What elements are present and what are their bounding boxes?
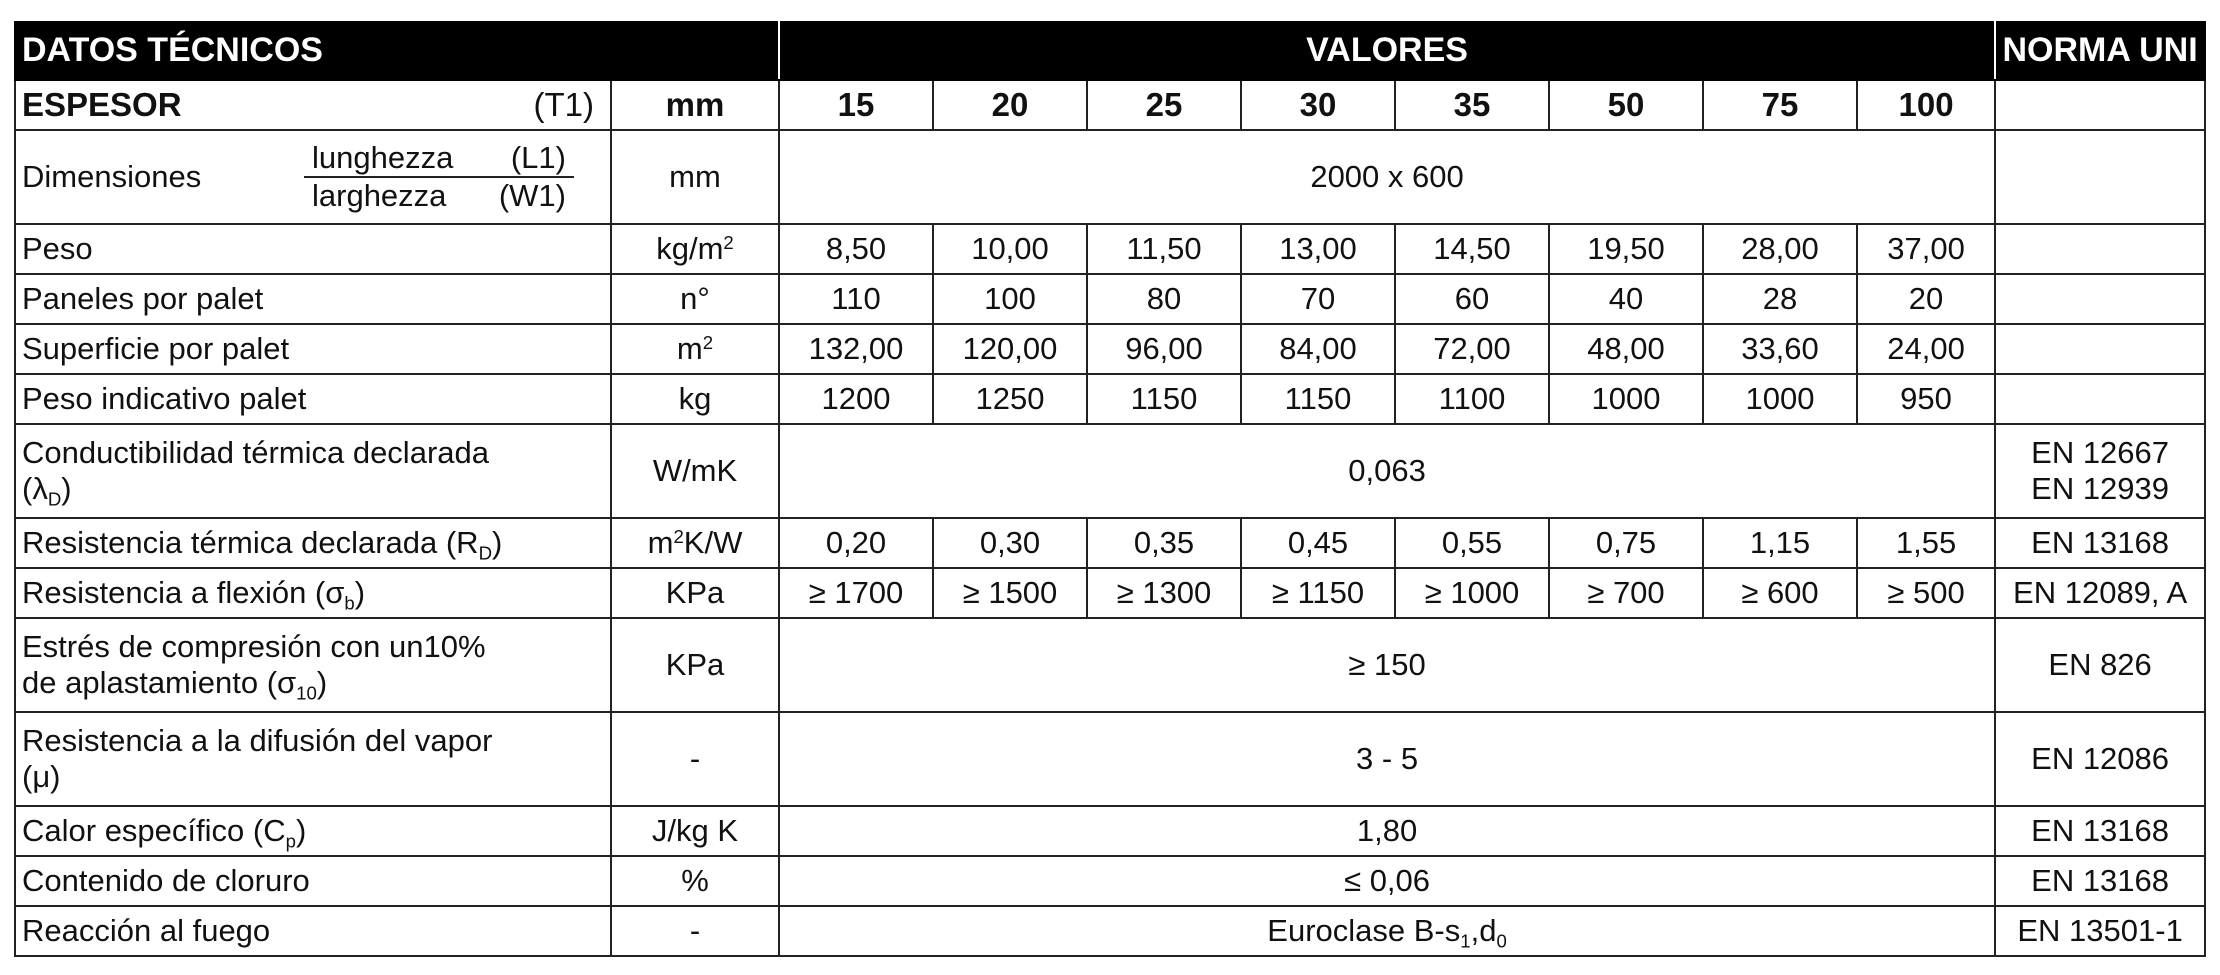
conductibilidad-row	[15, 424, 2205, 518]
calor-label: Calor específico (C	[22, 813, 286, 849]
peso-value: 19,50	[1549, 224, 1703, 274]
fuego-unit: -	[611, 906, 779, 956]
peso-value: 37,00	[1857, 224, 1995, 274]
resistencia-termica-value: 0,45	[1241, 518, 1395, 568]
flexion-value: ≥ 1300	[1087, 568, 1241, 618]
flexion-close: )	[354, 575, 366, 611]
cloruro-value: ≤ 0,06	[779, 856, 1995, 906]
superficie-value: 84,00	[1241, 324, 1395, 374]
flexion-label: Resistencia a flexión (σ	[22, 575, 345, 611]
resistencia-termica-value: 0,20	[779, 518, 933, 568]
espesor-value: 20	[933, 80, 1087, 130]
flexion-sub: b	[344, 592, 355, 614]
espesor-code: (T1)	[533, 86, 594, 124]
espesor-row	[15, 80, 2205, 130]
conductibilidad-norma-cell	[1995, 424, 2205, 518]
length-code: (L1)	[510, 140, 566, 176]
vapor-value: 3 - 5	[779, 712, 1995, 806]
flexion-row	[15, 568, 2205, 618]
conductibilidad-value: 0,063	[779, 424, 1995, 518]
paneles-value: 100	[933, 274, 1087, 324]
compresion-row	[15, 618, 2205, 712]
superficie-value: 48,00	[1549, 324, 1703, 374]
resistencia-termica-value: 1,15	[1703, 518, 1857, 568]
header-norma: NORMA UNI	[1995, 22, 2205, 80]
paneles-label: Paneles por palet	[15, 274, 611, 324]
conductibilidad-sub: D	[47, 488, 62, 510]
compresion-unit: KPa	[611, 618, 779, 712]
paneles-value: 20	[1857, 274, 1995, 324]
peso-value: 14,50	[1395, 224, 1549, 274]
flexion-value: ≥ 500	[1857, 568, 1995, 618]
flexion-unit: KPa	[611, 568, 779, 618]
dimensiones-row	[15, 130, 2205, 224]
paneles-row	[15, 274, 2205, 324]
flexion-norma: EN 12089, A	[1995, 568, 2205, 618]
flexion-value: ≥ 700	[1549, 568, 1703, 618]
resistencia-termica-value: 0,75	[1549, 518, 1703, 568]
dimensiones-label-cell	[15, 130, 611, 224]
compresion-close: )	[316, 665, 328, 700]
conductibilidad-label-line2	[22, 471, 604, 510]
peso-value: 8,50	[779, 224, 933, 274]
width-label: larghezza	[312, 178, 447, 213]
superficie-unit-cell	[611, 324, 779, 374]
peso-norma	[1995, 224, 2205, 274]
peso-value: 10,00	[933, 224, 1087, 274]
peso-unit-cell	[611, 224, 779, 274]
espesor-norma	[1995, 80, 2205, 130]
superficie-value: 72,00	[1395, 324, 1549, 374]
compresion-label-line2	[22, 665, 604, 704]
espesor-value: 30	[1241, 80, 1395, 130]
superficie-row	[15, 324, 2205, 374]
superficie-value: 132,00	[779, 324, 933, 374]
dimensiones-norma	[1995, 130, 2205, 224]
vapor-norma: EN 12086	[1995, 712, 2205, 806]
compresion-label-cell	[15, 618, 611, 712]
paneles-value: 70	[1241, 274, 1395, 324]
superficie-unit: m	[676, 331, 703, 367]
flexion-value: ≥ 1700	[779, 568, 933, 618]
peso-value: 28,00	[1703, 224, 1857, 274]
superficie-value: 33,60	[1703, 324, 1857, 374]
peso-value: 11,50	[1087, 224, 1241, 274]
espesor-value: 50	[1549, 80, 1703, 130]
dimensiones-label: Dimensiones	[22, 159, 202, 195]
compresion-value: ≥ 150	[779, 618, 1995, 712]
header-valores: VALORES	[779, 22, 1995, 80]
peso-palet-row	[15, 374, 2205, 424]
espesor-value: 75	[1703, 80, 1857, 130]
conductibilidad-label-cell	[15, 424, 611, 518]
conductibilidad-symbol: (λ	[22, 471, 48, 506]
peso-palet-value: 1150	[1087, 374, 1241, 424]
conductibilidad-unit: W/mK	[611, 424, 779, 518]
peso-palet-norma	[1995, 374, 2205, 424]
paneles-unit: n°	[611, 274, 779, 324]
compresion-norma: EN 826	[1995, 618, 2205, 712]
superficie-unit-sup: 2	[702, 331, 714, 353]
espesor-value: 25	[1087, 80, 1241, 130]
dimensiones-unit: mm	[611, 130, 779, 224]
paneles-value: 28	[1703, 274, 1857, 324]
flexion-value: ≥ 600	[1703, 568, 1857, 618]
superficie-label: Superficie por palet	[15, 324, 611, 374]
paneles-value: 110	[779, 274, 933, 324]
vapor-row	[15, 712, 2205, 806]
fuego-label: Reacción al fuego	[15, 906, 611, 956]
rt-unit-sup: 2	[673, 525, 684, 547]
conductibilidad-norma-2: EN 12939	[2031, 471, 2170, 506]
peso-palet-unit: kg	[611, 374, 779, 424]
resistencia-termica-value: 0,35	[1087, 518, 1241, 568]
peso-palet-value: 1000	[1549, 374, 1703, 424]
resistencia-termica-unit-cell	[611, 518, 779, 568]
espesor-value: 100	[1857, 80, 1995, 130]
superficie-value: 120,00	[933, 324, 1087, 374]
cloruro-label: Contenido de cloruro	[15, 856, 611, 906]
peso-row	[15, 224, 2205, 274]
calor-norma: EN 13168	[1995, 806, 2205, 856]
peso-unit: kg/m	[656, 231, 724, 267]
peso-palet-label: Peso indicativo palet	[15, 374, 611, 424]
compresion-label-pre: de aplastamiento (σ	[22, 665, 297, 700]
espesor-value: 15	[779, 80, 933, 130]
resistencia-termica-close: )	[492, 525, 503, 561]
vapor-label-cell	[15, 712, 611, 806]
cloruro-norma: EN 13168	[1995, 856, 2205, 906]
espesor-unit: mm	[611, 80, 779, 130]
superficie-value: 24,00	[1857, 324, 1995, 374]
espesor-value: 35	[1395, 80, 1549, 130]
dimensiones-fraction	[304, 140, 574, 213]
conductibilidad-label-line1: Conductibilidad térmica declarada	[22, 435, 489, 471]
peso-palet-value: 1150	[1241, 374, 1395, 424]
peso-palet-value: 1000	[1703, 374, 1857, 424]
peso-palet-value: 1250	[933, 374, 1087, 424]
calor-value: 1,80	[779, 806, 1995, 856]
vapor-label-line2: (μ)	[22, 759, 61, 794]
peso-unit-sup: 2	[723, 231, 734, 253]
peso-label: Peso	[15, 224, 611, 274]
compresion-sub: 10	[296, 682, 317, 704]
paneles-value: 60	[1395, 274, 1549, 324]
peso-value: 13,00	[1241, 224, 1395, 274]
paneles-value: 40	[1549, 274, 1703, 324]
cloruro-row	[15, 856, 2205, 906]
espesor-label: ESPESOR	[22, 86, 182, 124]
peso-palet-value: 1100	[1395, 374, 1549, 424]
peso-palet-value: 1200	[779, 374, 933, 424]
dimensiones-value: 2000 x 600	[779, 130, 1995, 224]
compresion-label-line1: Estrés de compresión con un10%	[22, 629, 486, 665]
width-code: (W1)	[498, 178, 566, 213]
calor-row	[15, 806, 2205, 856]
paneles-norma	[1995, 274, 2205, 324]
header-datos: DATOS TÉCNICOS	[15, 22, 779, 80]
resistencia-termica-row	[15, 518, 2205, 568]
peso-palet-value: 950	[1857, 374, 1995, 424]
header-row	[15, 22, 2205, 80]
calor-sub: p	[285, 830, 296, 852]
resistencia-termica-label-cell	[15, 518, 611, 568]
length-label: lunghezza	[312, 140, 454, 176]
fuego-value-cell	[779, 906, 1995, 956]
paneles-value: 80	[1087, 274, 1241, 324]
conductibilidad-close: )	[61, 471, 72, 506]
flexion-label-cell	[15, 568, 611, 618]
rt-unit-pre: m	[647, 525, 674, 561]
flexion-value: ≥ 1150	[1241, 568, 1395, 618]
calor-label-cell	[15, 806, 611, 856]
flexion-value: ≥ 1000	[1395, 568, 1549, 618]
calor-unit: J/kg K	[611, 806, 779, 856]
flexion-value: ≥ 1500	[933, 568, 1087, 618]
superficie-norma	[1995, 324, 2205, 374]
conductibilidad-norma-1: EN 12667	[2031, 435, 2170, 471]
cloruro-unit: %	[611, 856, 779, 906]
fuego-norma: EN 13501-1	[1995, 906, 2205, 956]
fuego-row	[15, 906, 2205, 956]
resistencia-termica-value: 1,55	[1857, 518, 1995, 568]
vapor-unit: -	[611, 712, 779, 806]
fuego-sub1: 1	[1460, 930, 1471, 952]
superficie-value: 96,00	[1087, 324, 1241, 374]
rt-unit-post: K/W	[683, 525, 743, 561]
resistencia-termica-label: Resistencia térmica declarada (R	[22, 525, 479, 561]
technical-data-table	[14, 21, 2206, 957]
resistencia-termica-value: 0,30	[933, 518, 1087, 568]
calor-close: )	[295, 813, 307, 849]
espesor-label-cell	[15, 80, 611, 130]
resistencia-termica-sub: D	[478, 542, 493, 564]
vapor-label-line1: Resistencia a la difusión del vapor	[22, 723, 493, 759]
resistencia-termica-value: 0,55	[1395, 518, 1549, 568]
resistencia-termica-norma: EN 13168	[1995, 518, 2205, 568]
fuego-value-mid: ,d	[1470, 913, 1497, 949]
fuego-sub2: 0	[1496, 930, 1507, 952]
fuego-value-pre: Euroclase B-s	[1267, 913, 1461, 949]
